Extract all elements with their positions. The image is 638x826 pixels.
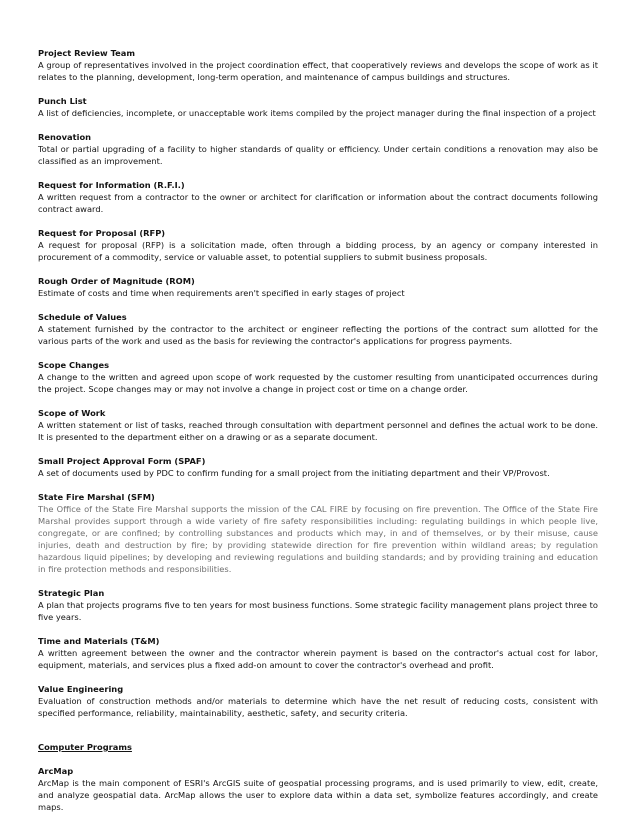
term-definition: A change to the written and agreed upon scope of work requested by the customer resulting from unanticipated occurrences during the project. Scope changes may or may not involve a change in project cost or time on a change order. [38,372,598,394]
term-definition: A written statement or list of tasks, reached through consultation with department personnel and defines the actual work to be done. It is presented to the department either on a drawing or as a separate document. [38,420,598,442]
term-heading: State Fire Marshal (SFM) [38,492,155,502]
term-definition: Total or partial upgrading of a facility to higher standards of quality or efficiency. Under certain conditions a renovation may also be classified as an improvement. [38,144,598,166]
glossary-entry-rfi [38,179,598,215]
term-heading: Time and Materials (T&M) [38,636,160,646]
glossary-entry-scope-changes [38,359,598,395]
section-heading-computer-programs: Computer Programs [38,742,132,752]
term-definition: A written agreement between the owner and the contractor wherein payment is based on the contractor's actual cost for labor, equipment, materials, and services plus a fixed add-on amount to cover the contractor's overhead and profit. [38,648,598,670]
term-heading: Strategic Plan [38,588,105,598]
term-definition: ArcMap is the main component of ESRI's ArcGIS suite of geospatial processing programs, and is used primarily to view, edit, create, and analyze geospatial data. ArcMap allows the user to explore data within a data set, symbolize features accordingly, and create maps. [38,778,598,812]
term-heading: Small Project Approval Form (SPAF) [38,456,206,466]
term-heading: Renovation [38,132,92,142]
glossary-entry-sfm [38,491,598,575]
glossary-entry-schedule-of-values [38,311,598,347]
term-definition: A plan that projects programs five to ten years for most business functions. Some strategic facility management plans project three to five years. [38,600,598,622]
glossary-entry-time-and-materials [38,635,598,671]
term-definition: Estimate of costs and time when requirements aren't specified in early stages of project [38,288,405,298]
glossary-entry-project-review-team [38,47,598,83]
term-definition: Evaluation of construction methods and/or materials to determine which have the net result of reducing costs, consistent with specified performance, reliability, maintainability, aesthetic, safety, and security criteria. [38,696,598,718]
term-definition: A statement furnished by the contractor to the architect or engineer reflecting the portions of the contract sum allotted for the various parts of the work and used as the basis for reviewing the contractor's applications for progress payments. [38,324,598,346]
term-heading: Rough Order of Magnitude (ROM) [38,276,195,286]
term-heading: Scope Changes [38,360,110,370]
term-heading: Request for Proposal (RFP) [38,228,166,238]
term-definition: A request for proposal (RFP) is a solicitation made, often through a bidding process, by an agency or company interested in procurement of a commodity, service or valuable asset, to potential suppliers to submit business proposals. [38,240,598,262]
glossary-entry-value-engineering [38,683,598,719]
term-heading: Project Review Team [38,48,135,58]
term-definition: A set of documents used by PDC to confirm funding for a small project from the initiating department and their VP/Provost. [38,468,550,478]
term-definition: A list of deficiencies, incomplete, or unacceptable work items compiled by the project manager during the final inspection of a project [38,108,596,118]
term-definition: A group of representatives involved in the project coordination effect, that cooperatively reviews and develops the scope of work as it relates to the planning, development, long-term operation, and maintenance of campus buildings and structures. [38,60,598,82]
term-heading: Request for Information (R.F.I.) [38,180,185,190]
glossary-entry-punch-list [38,95,598,119]
glossary-entry-strategic-plan [38,587,598,623]
term-heading: Punch List [38,96,87,106]
program-entry-arcmap [38,765,598,813]
glossary-entry-rom [38,275,598,299]
term-definition: The Office of the State Fire Marshal supports the mission of the CAL FIRE by focusing on fire prevention. The Office of the State Fire Marshal provides support through a wide variety of fire safety responsibilities including: regulating buildings in which people live, congregate, or are confined; by controlling substances and products which may, in and of themselves, or by their misuse, cause injuries, death and destruction by fire; by providing statewide direction for fire prevention within wildland areas; by regulation hazardous liquid pipelines; by developing and reviewing regulations and building standards; and by providing training and education in fire protection methods and responsibilities. [38,504,598,574]
glossary-entry-rfp [38,227,598,263]
term-heading: Value Engineering [38,684,124,694]
glossary-entry-spaf [38,455,598,479]
glossary-entry-scope-of-work [38,407,598,443]
term-definition: A written request from a contractor to the owner or architect for clarification or information about the contract documents following contract award. [38,192,598,214]
glossary-entry-renovation [38,131,598,167]
term-heading: Scope of Work [38,408,106,418]
term-heading: ArcMap [38,766,74,776]
term-heading: Schedule of Values [38,312,127,322]
